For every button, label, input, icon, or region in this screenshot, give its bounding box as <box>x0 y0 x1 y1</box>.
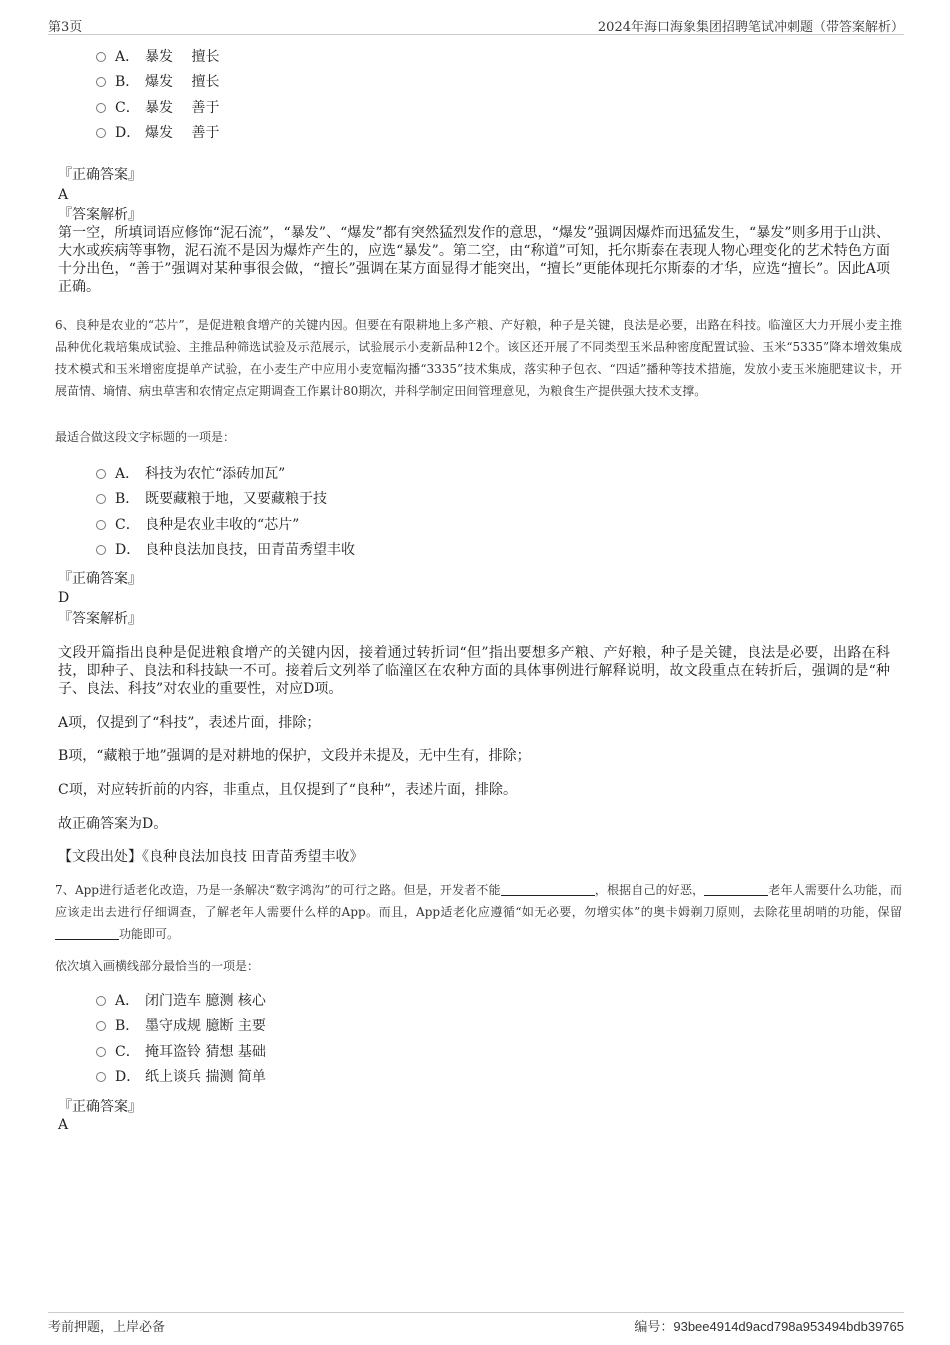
option-text: 闭门造车 臆测 核心 <box>145 993 266 1009</box>
option-text: 科技为农忙“添砖加瓦” <box>145 466 286 482</box>
q6-analysis-c: C项，对应转折前的内容，非重点，且仅提到了“良种”，表述片面，排除。 <box>58 782 518 798</box>
q5-answer-label: 『正确答案』 <box>58 167 142 183</box>
page-footer <box>48 1312 904 1334</box>
option-letter: B． <box>115 491 140 507</box>
q5-option-c[interactable] <box>96 98 219 118</box>
q6-stem: 6、良种是农业的“芯片”，是促进粮食增产的关键内因。但要在有限耕地上多产粮、产好粮，种子是关键，良法是必要，出路在科技。临潼区大力开展小麦主推品种优化栽培集成试验、主推品种筛选试验及示范展示，试验展示小麦新品种12个。该区还开展了不同类型玉米品种密度配置试验、玉米“5335”降本增效集成技术模式和玉米增密度提单产试验，在小麦生产中应用小麦宽幅沟播“3335”技术集成，落实种子包衣、“四适”播种等技术措施，发放小麦玉米施肥建议卡，开展苗情、墒情、病虫草害和农情定点定期调查工作累计80期次，并科学制定田间管理意见，为粮食生产提供强大技术支撑。 <box>55 318 902 398</box>
option-letter: D． <box>115 542 141 558</box>
q6-analysis-label: 『答案解析』 <box>58 611 142 627</box>
footer-code <box>634 1316 904 1335</box>
radio-icon[interactable] <box>96 1021 106 1031</box>
footer-slogan: 考前押题，上岸必备 <box>48 1320 166 1335</box>
option-text: 既要藏粮于地，又要藏粮于技 <box>145 491 327 507</box>
option-text: 爆发 擅长 <box>145 74 220 90</box>
option-letter: C． <box>115 1044 140 1060</box>
q7-stem-part3: 老年人需要什么功能，而应该走出去进行仔细调查，了解老年人需要什么样的App。而且，App适老化应遵循“如无必要，勿增实体”的奥卡姆剃刀原则，去除花里胡哨的功能，保留 <box>55 883 902 919</box>
option-letter: A． <box>115 49 140 65</box>
q7-stem <box>55 879 902 945</box>
footer-code-label: 编号： <box>634 1320 674 1335</box>
radio-icon[interactable] <box>96 494 106 504</box>
answer-blank-2[interactable] <box>704 883 768 896</box>
option-letter: C． <box>115 100 140 116</box>
q7-stem-part4: 功能即可。 <box>119 927 180 941</box>
q6-source: 【文段出处】《良种良法加良技 田青苗秀望丰收》 <box>58 849 364 865</box>
q6-option-d[interactable] <box>96 540 355 560</box>
q7-option-d[interactable] <box>96 1067 266 1087</box>
option-text: 掩耳盗铃 猜想 基础 <box>145 1044 266 1060</box>
q5-answer: A <box>58 187 69 203</box>
option-text: 墨守成规 臆断 主要 <box>145 1018 266 1034</box>
q6-option-b[interactable] <box>96 489 327 509</box>
q5-analysis-label: 『答案解析』 <box>58 207 142 223</box>
option-text: 爆发 善于 <box>145 125 220 141</box>
footer-code-value: 93bee4914d9acd798a953494bdb39765 <box>673 1319 904 1334</box>
radio-icon[interactable] <box>96 469 106 479</box>
option-letter: B． <box>115 1018 140 1034</box>
option-letter: D． <box>115 1069 141 1085</box>
option-letter: B． <box>115 74 140 90</box>
q7-answer-label: 『正确答案』 <box>58 1099 142 1115</box>
q6-option-c[interactable] <box>96 515 299 535</box>
q6-analysis-main: 文段开篇指出良种是促进粮食增产的关键内因，接着通过转折词“但”指出要想多产粮、产好粮，种子是关键，良法是必要，出路在科技，即种子、良法和科技缺一不可。接着后文列举了临潼区在农种方面的具体事例进行解释说明，故文段重点在转折后，强调的是“种子、良法、科技”对农业的重要性，对应D项。 <box>58 645 890 697</box>
q6-analysis-b: B项，“藏粮于地”强调的是对耕地的保护，文段并未提及，无中生有，排除； <box>58 748 531 764</box>
option-letter: D． <box>115 125 141 141</box>
q7-option-a[interactable] <box>96 991 266 1011</box>
radio-icon[interactable] <box>96 1072 106 1082</box>
page-number: 第3页 <box>48 20 83 35</box>
q6-option-a[interactable] <box>96 464 285 484</box>
radio-icon[interactable] <box>96 128 106 138</box>
option-text: 良种是农业丰收的“芯片” <box>145 517 300 533</box>
q5-analysis: 第一空，所填词语应修饰“泥石流”，“暴发”、“爆发”都有突然猛烈发作的意思，“爆发”强调因爆炸而迅猛发生，“暴发”则多用于山洪、大水或疾病等事物，泥石流不是因为爆炸产生的，应选“暴发”。第二空，由“称道”可知，托尔斯泰在表现人物心理变化的艺术特色方面十分出色，“善于”强调对某种事很会做，“擅长”强调在某方面显得才能突出，“擅长”更能体现托尔斯泰的才华，应选“擅长”。因此A项正确。 <box>58 225 890 295</box>
option-letter: C． <box>115 517 140 533</box>
radio-icon[interactable] <box>96 103 106 113</box>
answer-blank-3[interactable] <box>55 927 119 940</box>
q7-option-b[interactable] <box>96 1016 266 1036</box>
q5-option-b[interactable] <box>96 72 219 92</box>
radio-icon[interactable] <box>96 545 106 555</box>
q7-option-c[interactable] <box>96 1042 266 1062</box>
option-text: 良种良法加良技，田青苗秀望丰收 <box>145 542 355 558</box>
radio-icon[interactable] <box>96 77 106 87</box>
page-header <box>48 16 904 35</box>
q7-stem-part2: ，根据自己的好恶， <box>594 883 705 897</box>
q5-option-a[interactable] <box>96 47 219 67</box>
q7-question: 依次填入画横线部分最恰当的一项是： <box>55 959 260 973</box>
radio-icon[interactable] <box>96 996 106 1006</box>
q6-analysis-conclusion: 故正确答案为D。 <box>58 816 168 832</box>
answer-blank-1[interactable] <box>501 883 595 896</box>
radio-icon[interactable] <box>96 1047 106 1057</box>
option-text: 暴发 善于 <box>145 100 220 116</box>
radio-icon[interactable] <box>96 52 106 62</box>
document-title: 2024年海口海象集团招聘笔试冲刺题（带答案解析） <box>597 20 904 35</box>
option-text: 暴发 擅长 <box>145 49 220 65</box>
q6-answer: D <box>58 590 70 606</box>
option-letter: A． <box>115 466 140 482</box>
q6-answer-label: 『正确答案』 <box>58 571 142 587</box>
q5-option-d[interactable] <box>96 123 219 143</box>
q6-question: 最适合做这段文字标题的一项是： <box>55 430 236 444</box>
option-letter: A． <box>115 993 140 1009</box>
option-text: 纸上谈兵 揣测 简单 <box>145 1069 266 1085</box>
radio-icon[interactable] <box>96 520 106 530</box>
q7-stem-part1: 7、App进行适老化改造，乃是一条解决“数字鸿沟”的可行之路。但是，开发者不能 <box>55 883 501 897</box>
q6-analysis-a: A项，仅提到了“科技”，表述片面，排除； <box>58 715 321 731</box>
q7-answer: A <box>58 1117 69 1133</box>
